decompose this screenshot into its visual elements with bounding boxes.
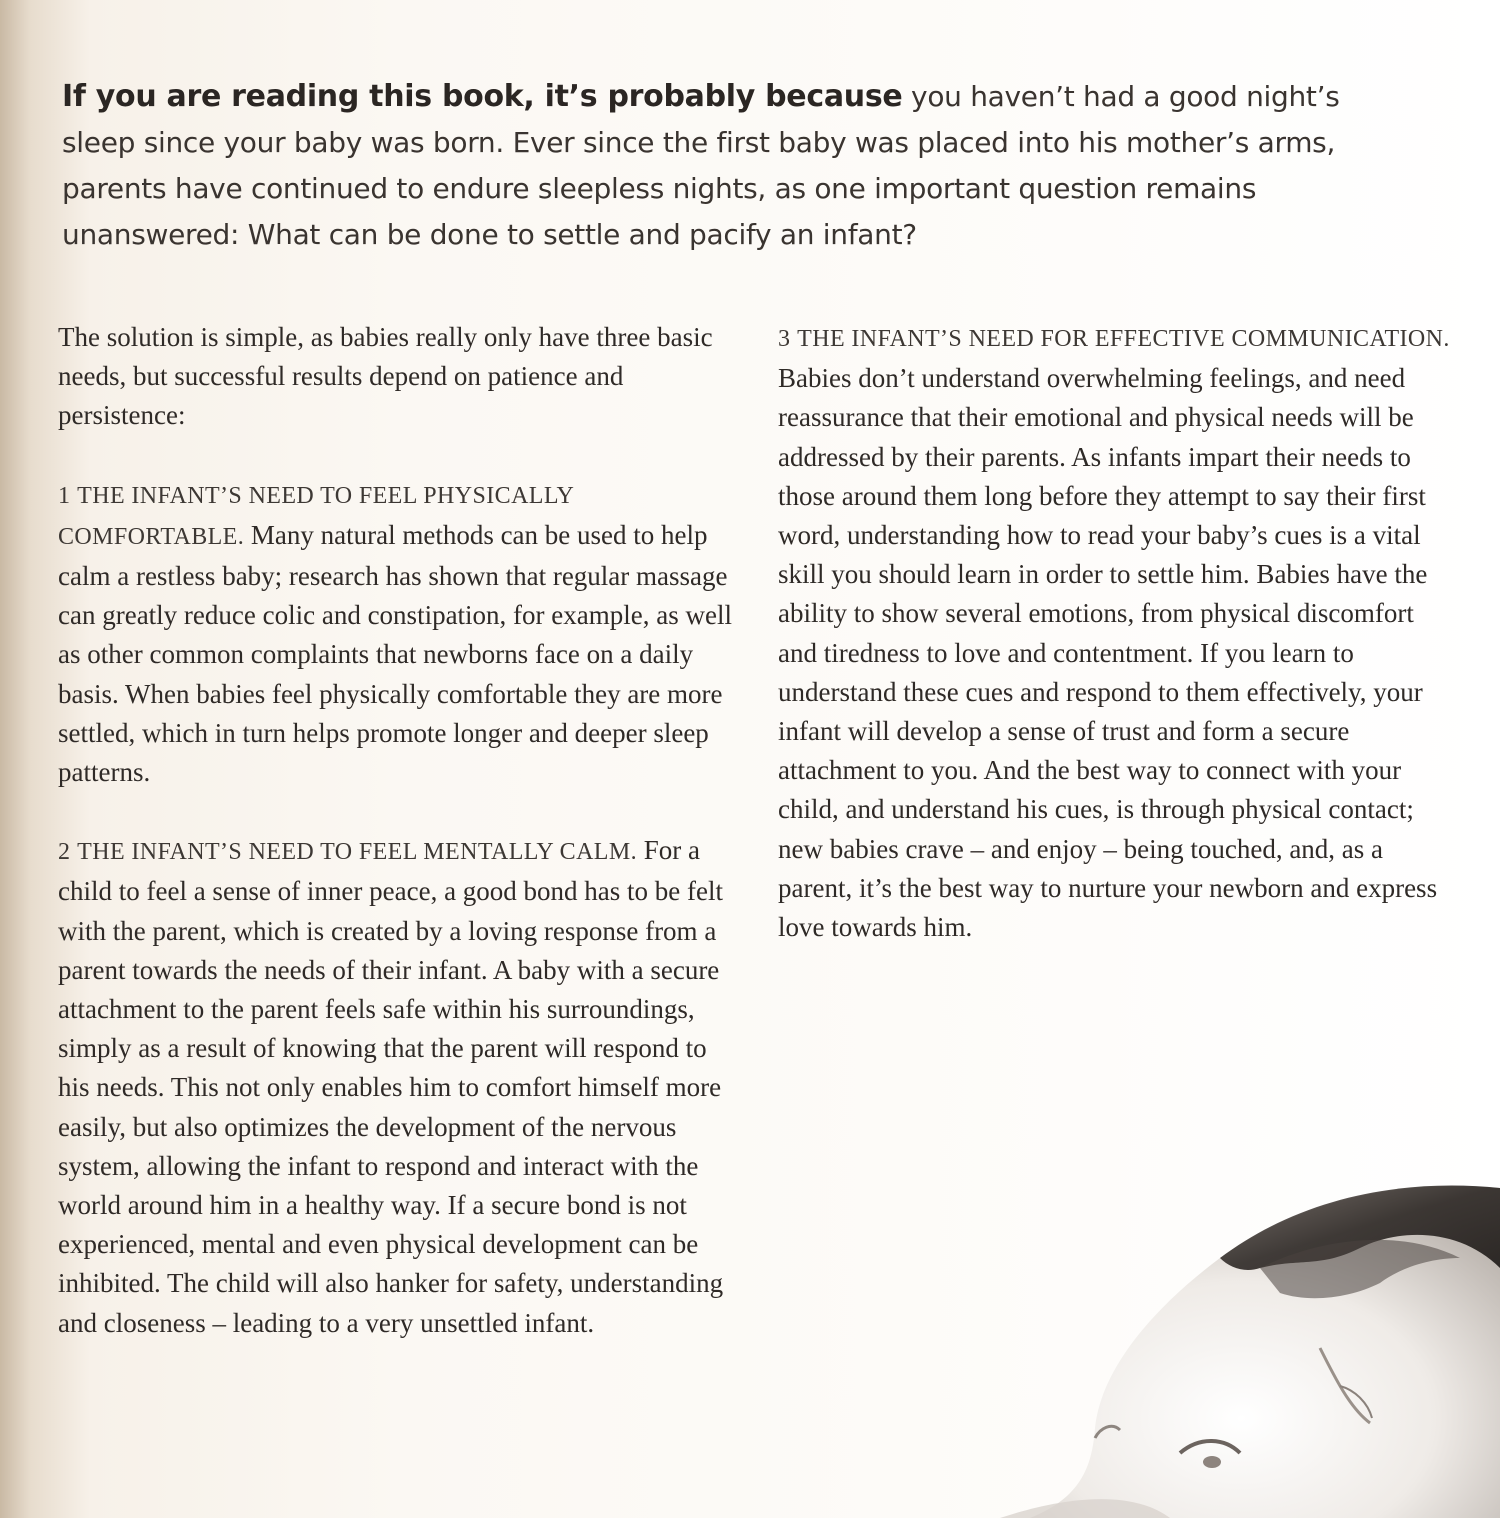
left-column bbox=[58, 318, 738, 1343]
intro-paragraph bbox=[62, 74, 1352, 258]
sleeping-baby-photo bbox=[700, 1118, 1500, 1518]
need-1-section bbox=[58, 475, 738, 793]
need-2-number: 2 bbox=[58, 839, 71, 866]
need-2-body: For a child to feel a sense of inner peace, a good bond has to be felt with the parent, which is created by a loving response from a parent towards the needs of their infant. A baby with a secure attachment to the parent feels safe within his surroundings, simply as a result of knowing that the parent will respond to his needs. This not only enables him to comfort himself more easily, but also optimizes the development of the nervous system, allowing the infant to respond and interact with the world around him in a healthy way. If a secure bond is not experienced, mental and even physical development can be inhibited. The child will also hanker for safety, understanding and closeness – leading to a very unsettled infant. bbox=[58, 835, 724, 1338]
intro-text: you haven’t had a good night’s sleep since your baby was born. Ever since the first baby was placed into his mother’s arms, parents have continued to endure sleepless nights, as one important question remains unanswered: What can be done to settle and pacify an infant? bbox=[62, 80, 1340, 251]
need-3-section bbox=[778, 318, 1458, 947]
need-2-section bbox=[58, 831, 738, 1343]
need-1-body: Many natural methods can be used to help calm a restless baby; research has shown that regular massage can greatly reduce colic and constipation, for example, as well as other common complaints that newborns face on a daily basis. When babies feel physically comfortable they are more settled, which in turn helps promote longer and deeper sleep patterns. bbox=[58, 519, 732, 788]
need-1-heading: THE INFANT’S NEED TO FEEL PHYSICALLY COMFORTABLE. bbox=[58, 482, 574, 550]
solution-paragraph: The solution is simple, as babies really only have three basic needs, but successful results depend on patience and persistence: bbox=[58, 322, 713, 431]
intro-lead-bold: If you are reading this book, it’s probably because bbox=[62, 79, 903, 114]
need-3-number: 3 bbox=[778, 326, 791, 352]
need-3-body: Babies don’t understand overwhelming feelings, and need reassurance that their emotional and physical needs will be addressed by their parents. As infants impart their needs to those around them long before they attempt to say their first word, understanding how to read your baby’s cues is a vital skill you should learn in order to settle him. Babies have the ability to show several emotions, from physical discomfort and tiredness to love and contentment. If you learn to understand these cues and respond to them effectively, your infant will develop a sense of trust and form a secure attachment to you. And the best way to connect with your child, and understand his cues, is through physical contact; new babies crave – and enjoy – being touched, and, as a parent, it’s the best way to nurture your newborn and express love towards him. bbox=[778, 363, 1438, 943]
need-1-number: 1 bbox=[58, 482, 71, 509]
need-3-heading: THE INFANT’S NEED FOR EFFECTIVE COMMUNICATION. bbox=[797, 326, 1450, 352]
need-2-heading: THE INFANT’S NEED TO FEEL MENTALLY CALM. bbox=[77, 839, 638, 866]
right-column bbox=[778, 318, 1458, 947]
